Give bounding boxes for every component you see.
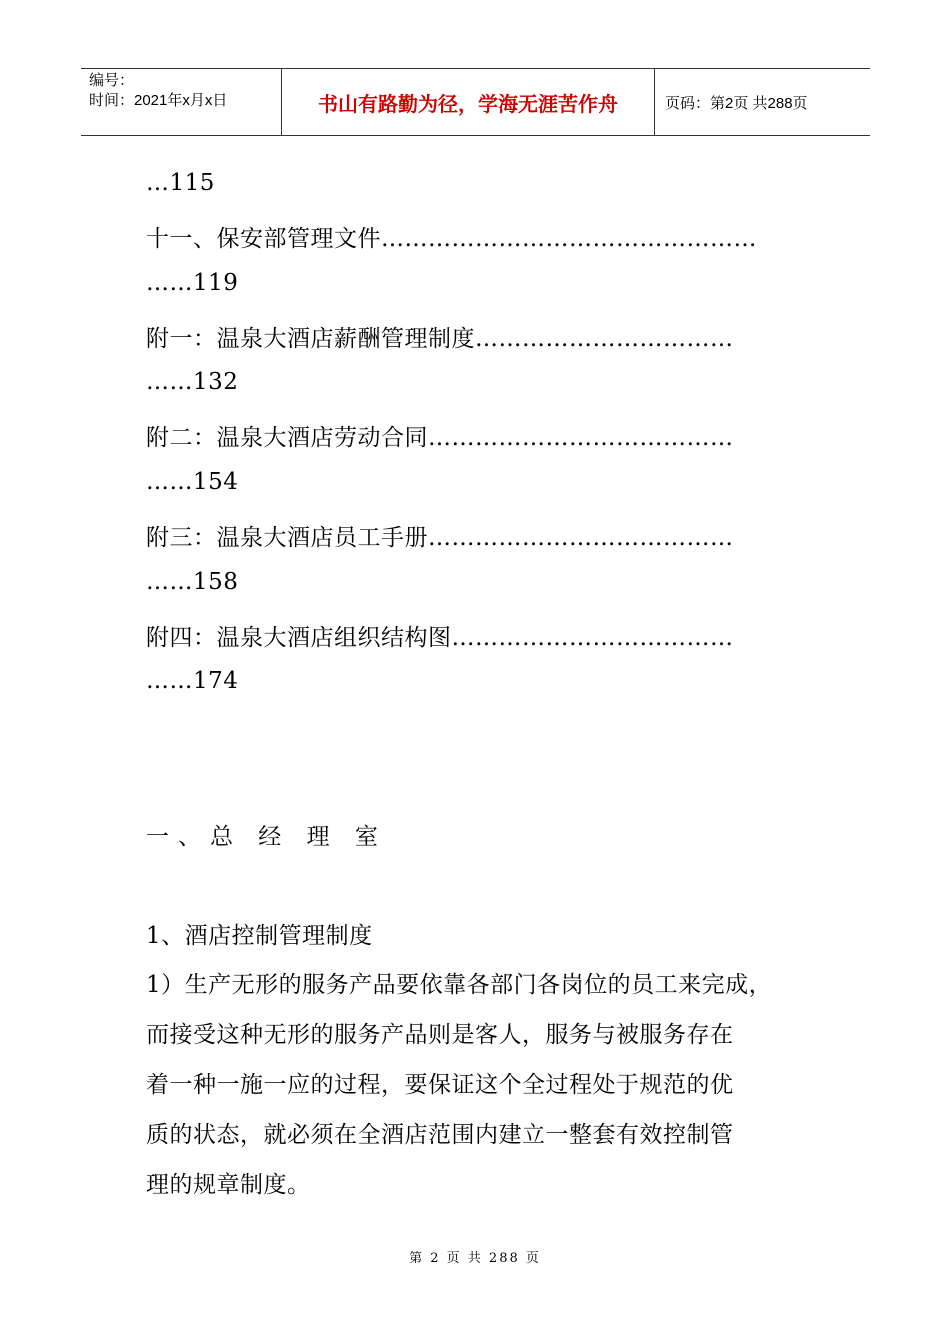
header-page-info: 页码：第2页 共288页 (665, 94, 808, 112)
paragraph-line: 1）生产无形的服务产品要依靠各部门各岗位的员工来完成， (146, 972, 773, 998)
page-footer: 第 2 页 共 288 页 (409, 1251, 541, 1266)
toc-line: ……132 (146, 369, 239, 395)
paragraph-line: 而接受这种无形的服务产品则是客人，服务与被服务存在 (146, 1022, 734, 1048)
document-time: 时间：2021年x月x日 (89, 92, 228, 109)
document-number-label: 编号： (89, 72, 135, 89)
page-header (81, 68, 870, 136)
section-title: 一、总 经 理 室 (146, 824, 387, 850)
toc-line: 附三：温泉大酒店员工手册………………………………… (146, 525, 734, 551)
toc-line: 附二：温泉大酒店劳动合同………………………………… (146, 425, 734, 451)
paragraph-line: 理的规章制度。 (146, 1172, 311, 1198)
toc-line: ……158 (146, 569, 239, 595)
toc-line: 附一：温泉大酒店薪酬管理制度…………………………… (146, 326, 734, 352)
toc-line: …115 (146, 170, 215, 196)
header-meta (81, 69, 282, 135)
toc-line: 附四：温泉大酒店组织结构图……………………………… (146, 625, 734, 651)
toc-line: 十一、保安部管理文件………………………………………… (146, 226, 757, 252)
toc-line: ……119 (146, 270, 239, 296)
subsection-title: 1、酒店控制管理制度 (146, 923, 373, 949)
toc-line: ……174 (146, 668, 239, 694)
paragraph-line: 质的状态，就必须在全酒店范围内建立一整套有效控制管 (146, 1122, 734, 1148)
paragraph-line: 着一种一施一应的过程，要保证这个全过程处于规范的优 (146, 1072, 734, 1098)
toc-line: ……154 (146, 469, 239, 495)
header-motto: 书山有路勤为径，学海无涯苦作舟 (282, 69, 655, 135)
